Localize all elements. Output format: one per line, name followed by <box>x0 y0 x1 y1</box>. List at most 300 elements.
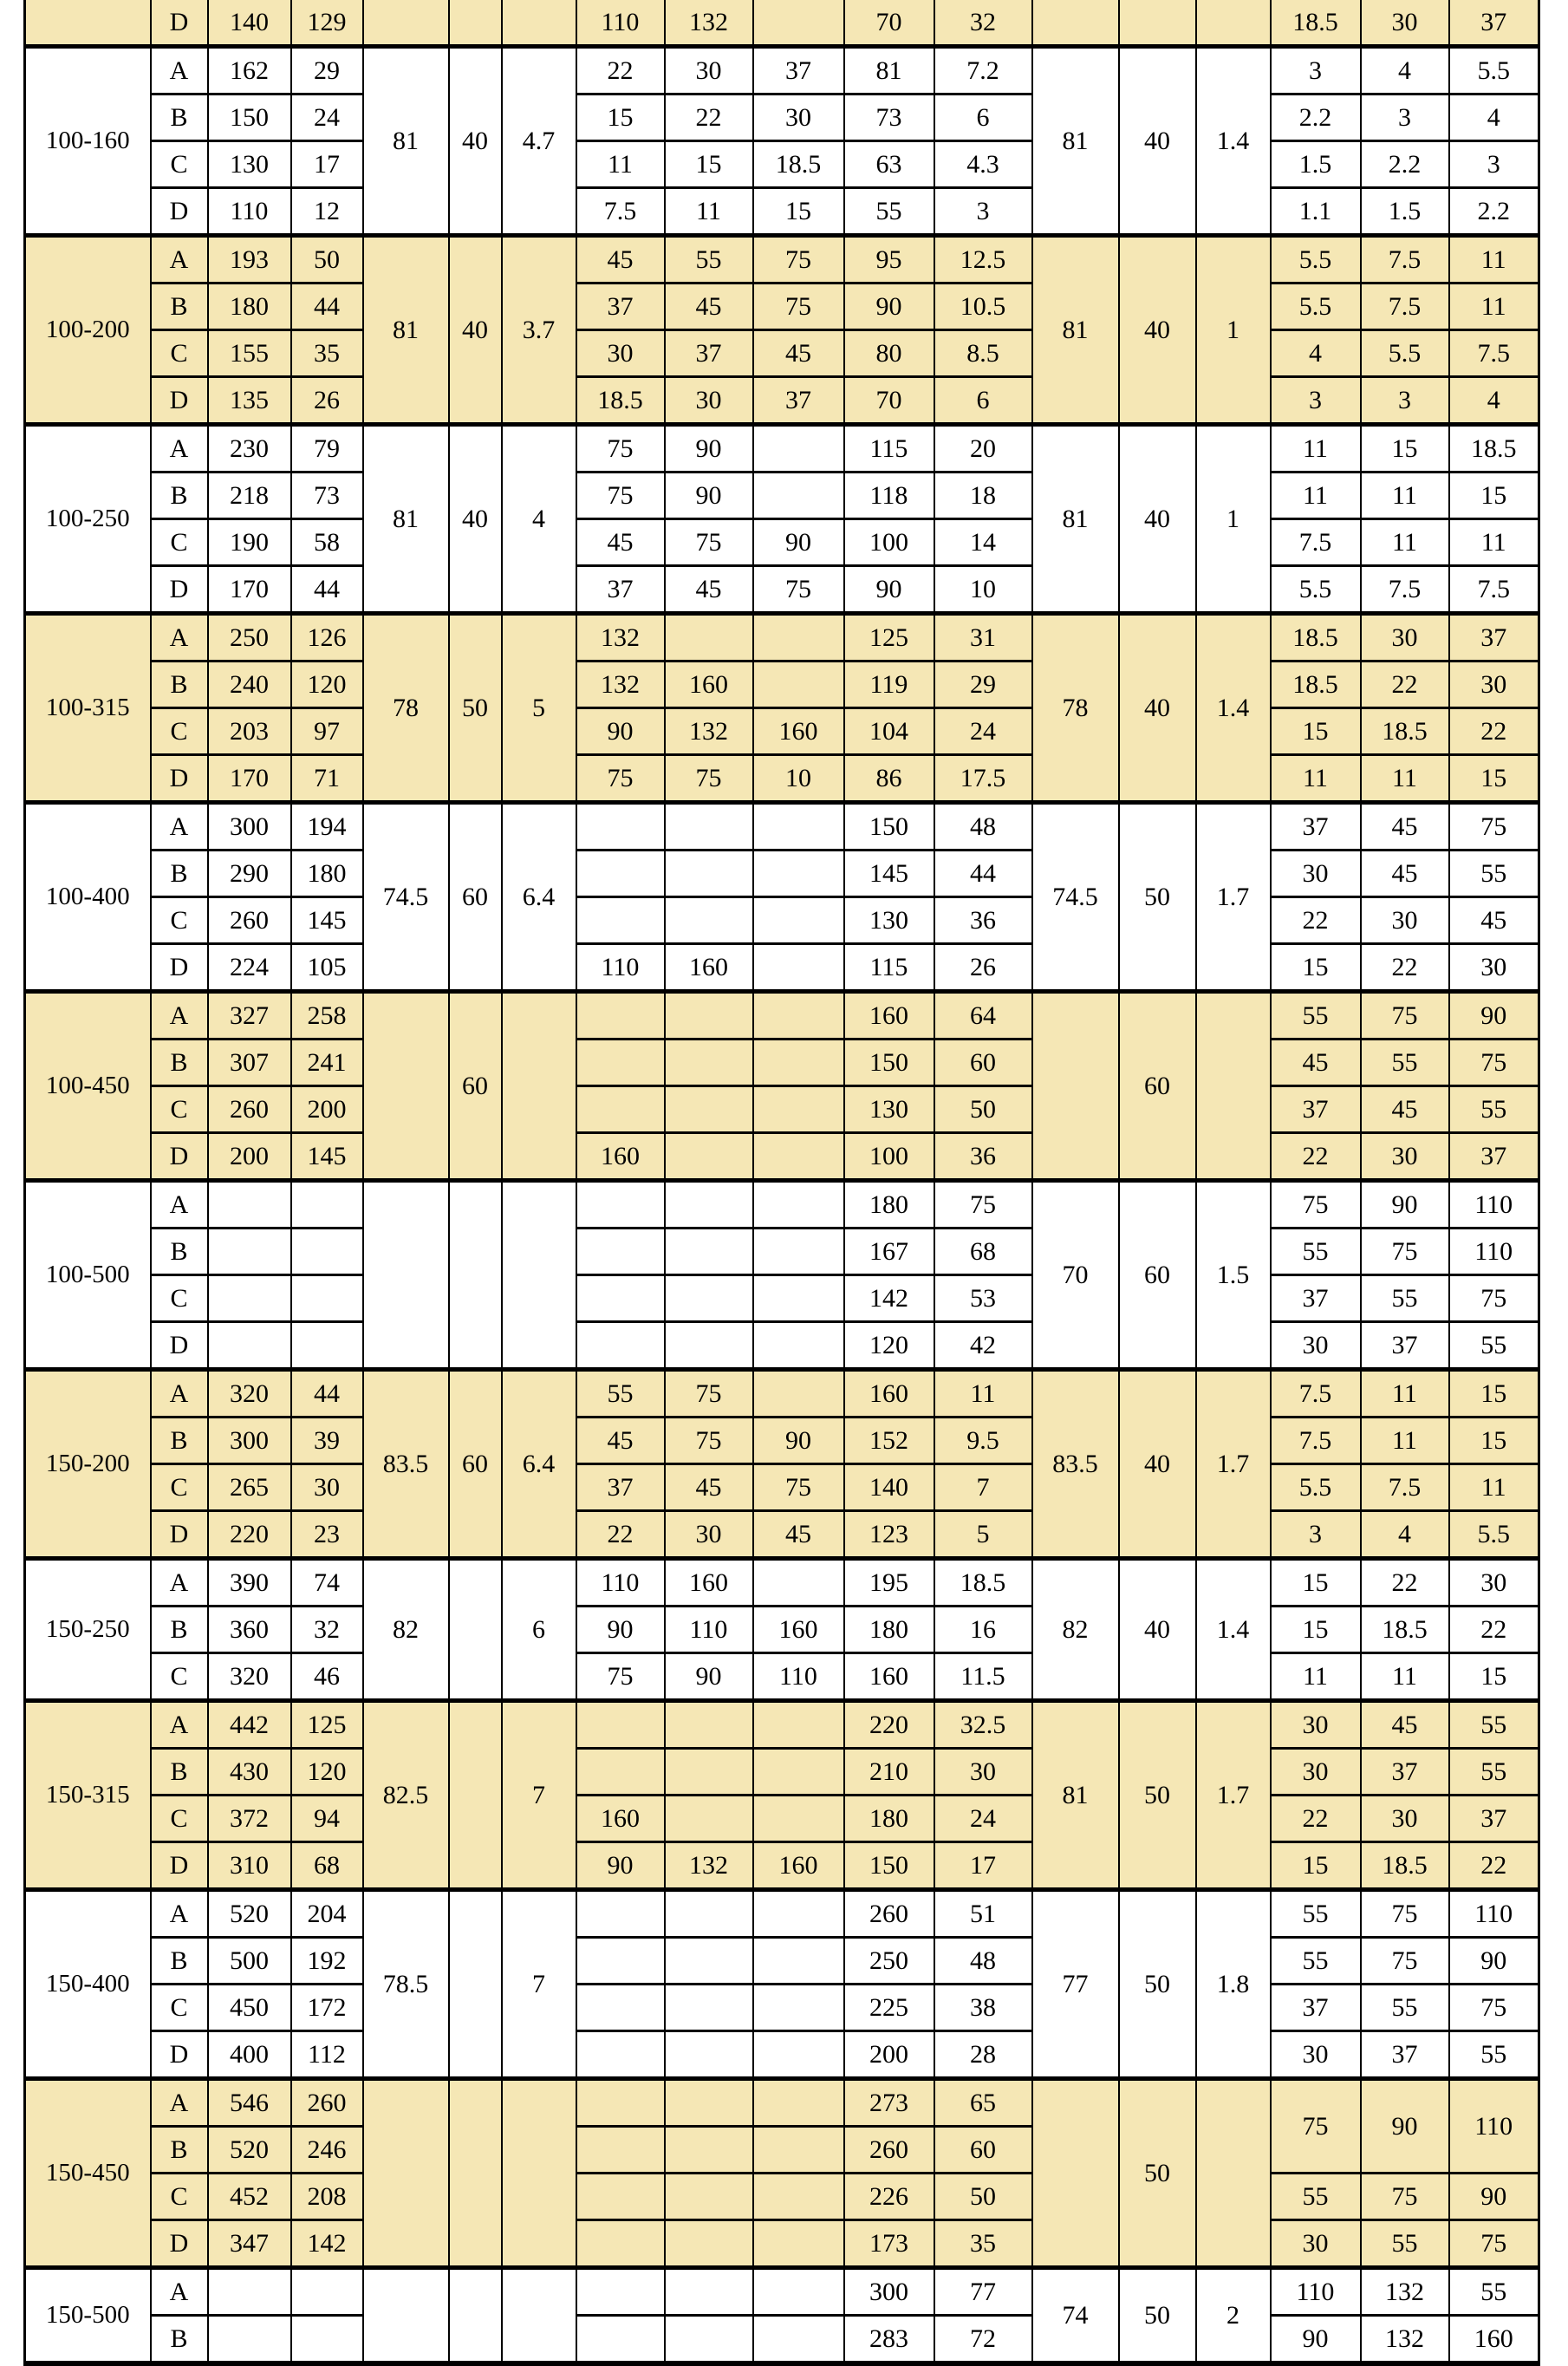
table-row <box>25 141 1539 188</box>
value-cell: 55 <box>1449 1701 1539 1749</box>
table-row <box>25 236 1539 284</box>
value-cell: 90 <box>1449 992 1539 1040</box>
variant-letter-cell: D <box>151 755 208 803</box>
value-cell: 22 <box>665 95 753 141</box>
value-cell: 110 <box>1271 2268 1361 2316</box>
value-cell <box>208 2268 291 2316</box>
value-cell: 200 <box>291 1086 363 1133</box>
value-cell: 119 <box>844 662 934 708</box>
value-cell <box>753 1229 844 1275</box>
value-cell: 36 <box>934 897 1032 944</box>
value-cell: 11 <box>934 1370 1032 1418</box>
value-cell: 73 <box>844 95 934 141</box>
merged-value-cell: 1 <box>1196 236 1271 425</box>
value-cell: 26 <box>934 944 1032 992</box>
model-cell: 100-500 <box>25 1181 151 1370</box>
value-cell: 74 <box>291 1559 363 1607</box>
table-row <box>25 1701 1539 1749</box>
model-cell <box>25 0 151 47</box>
table-row <box>25 1796 1539 1842</box>
model-cell: 100-400 <box>25 803 151 992</box>
merged-value-cell: 40 <box>1119 47 1196 236</box>
value-cell: 50 <box>934 2174 1032 2220</box>
variant-letter-cell: C <box>151 1086 208 1133</box>
value-cell: 246 <box>291 2127 363 2174</box>
value-cell: 30 <box>1361 1133 1449 1181</box>
table-row <box>25 803 1539 851</box>
merged-value-cell <box>363 0 449 47</box>
value-cell: 37 <box>1271 1086 1361 1133</box>
table-row <box>25 1040 1539 1086</box>
value-cell: 68 <box>291 1842 363 1890</box>
table-row <box>25 1890 1539 1938</box>
value-cell: 310 <box>208 1842 291 1890</box>
value-cell: 22 <box>1361 944 1449 992</box>
value-cell <box>291 1229 363 1275</box>
value-cell <box>753 1559 844 1607</box>
value-cell <box>576 2316 665 2364</box>
value-cell: 42 <box>934 1322 1032 1370</box>
merged-value-cell: 5 <box>502 614 576 803</box>
value-cell: 17.5 <box>934 755 1032 803</box>
value-cell <box>753 1701 844 1749</box>
value-cell <box>576 2220 665 2268</box>
value-cell: 208 <box>291 2174 363 2220</box>
value-cell: 160 <box>1449 2316 1539 2364</box>
table-row <box>25 284 1539 330</box>
value-cell <box>753 2220 844 2268</box>
value-cell: 135 <box>208 377 291 425</box>
value-cell <box>665 1133 753 1181</box>
value-cell: 15 <box>1271 944 1361 992</box>
value-cell <box>665 1275 753 1322</box>
value-cell: 17 <box>934 1842 1032 1890</box>
value-cell: 51 <box>934 1890 1032 1938</box>
value-cell <box>208 2316 291 2364</box>
value-cell: 273 <box>844 2079 934 2127</box>
value-cell: 30 <box>1361 0 1449 47</box>
value-cell: 5.5 <box>1271 284 1361 330</box>
value-cell: 7.5 <box>1449 330 1539 377</box>
variant-letter-cell: A <box>151 1370 208 1418</box>
value-cell <box>665 2127 753 2174</box>
value-cell: 1.5 <box>1361 188 1449 236</box>
value-cell: 90 <box>665 425 753 473</box>
value-cell: 110 <box>576 944 665 992</box>
value-cell: 142 <box>844 1275 934 1322</box>
value-cell: 126 <box>291 614 363 662</box>
value-cell <box>665 614 753 662</box>
model-cell: 100-315 <box>25 614 151 803</box>
value-cell: 2.2 <box>1271 95 1361 141</box>
value-cell: 55 <box>665 236 753 284</box>
merged-value-cell: 60 <box>449 992 502 1181</box>
value-cell: 32.5 <box>934 1701 1032 1749</box>
merged-value-cell: 1 <box>1196 425 1271 614</box>
value-cell: 160 <box>753 708 844 755</box>
value-cell: 400 <box>208 2031 291 2079</box>
value-cell: 37 <box>1361 2031 1449 2079</box>
value-cell: 12 <box>291 188 363 236</box>
value-cell: 37 <box>1361 1749 1449 1796</box>
merged-value-cell: 7 <box>502 1890 576 2079</box>
value-cell: 7.5 <box>1271 519 1361 566</box>
value-cell: 3 <box>1449 141 1539 188</box>
value-cell: 150 <box>844 1040 934 1086</box>
table-row <box>25 1370 1539 1418</box>
value-cell: 7.5 <box>1361 566 1449 614</box>
value-cell: 120 <box>291 1749 363 1796</box>
variant-letter-cell: B <box>151 2316 208 2364</box>
table-row <box>25 566 1539 614</box>
value-cell: 37 <box>576 1464 665 1511</box>
value-cell: 225 <box>844 1985 934 2031</box>
value-cell <box>753 944 844 992</box>
value-cell: 7.5 <box>1271 1418 1361 1464</box>
value-cell: 112 <box>291 2031 363 2079</box>
value-cell: 58 <box>291 519 363 566</box>
merged-value-cell: 1.4 <box>1196 47 1271 236</box>
merged-value-cell: 81 <box>1032 1701 1119 1890</box>
value-cell: 110 <box>576 1559 665 1607</box>
value-cell: 60 <box>934 1040 1032 1086</box>
value-cell: 75 <box>1449 2220 1539 2268</box>
value-cell: 520 <box>208 1890 291 1938</box>
merged-value-cell: 1.4 <box>1196 614 1271 803</box>
value-cell: 170 <box>208 566 291 614</box>
value-cell: 75 <box>576 1653 665 1701</box>
value-cell: 26 <box>291 377 363 425</box>
variant-letter-cell: A <box>151 614 208 662</box>
value-cell <box>753 1796 844 1842</box>
variant-letter-cell: D <box>151 944 208 992</box>
value-cell <box>753 614 844 662</box>
merged-value-cell: 1.5 <box>1196 1181 1271 1370</box>
value-cell: 30 <box>1361 1796 1449 1842</box>
table-row <box>25 944 1539 992</box>
merged-value-cell: 50 <box>1119 1890 1196 2079</box>
value-cell: 15 <box>1449 1370 1539 1418</box>
table-row <box>25 1418 1539 1464</box>
value-cell: 140 <box>208 0 291 47</box>
table-row <box>25 2220 1539 2268</box>
value-cell <box>665 1040 753 1086</box>
value-cell: 30 <box>1271 1749 1361 1796</box>
value-cell <box>208 1322 291 1370</box>
value-cell: 327 <box>208 992 291 1040</box>
value-cell: 18.5 <box>1361 1607 1449 1653</box>
merged-value-cell: 81 <box>1032 236 1119 425</box>
value-cell <box>753 851 844 897</box>
value-cell: 44 <box>291 1370 363 1418</box>
value-cell: 64 <box>934 992 1032 1040</box>
value-cell: 1.5 <box>1271 141 1361 188</box>
table-row <box>25 1653 1539 1701</box>
variant-letter-cell: D <box>151 566 208 614</box>
value-cell <box>576 2268 665 2316</box>
value-cell: 55 <box>1361 2220 1449 2268</box>
value-cell: 45 <box>1271 1040 1361 1086</box>
value-cell: 15 <box>1271 1842 1361 1890</box>
model-cell: 150-500 <box>25 2268 151 2364</box>
value-cell: 75 <box>1449 1275 1539 1322</box>
value-cell <box>665 851 753 897</box>
value-cell: 37 <box>1449 0 1539 47</box>
value-cell: 45 <box>1449 897 1539 944</box>
merged-value-cell: 50 <box>1119 2268 1196 2364</box>
value-cell: 15 <box>576 95 665 141</box>
value-cell <box>753 2268 844 2316</box>
value-cell: 8.5 <box>934 330 1032 377</box>
value-cell: 132 <box>576 614 665 662</box>
value-cell <box>665 1796 753 1842</box>
variant-letter-cell: D <box>151 377 208 425</box>
value-cell: 55 <box>1449 2031 1539 2079</box>
variant-letter-cell: C <box>151 1796 208 1842</box>
value-cell <box>753 2174 844 2220</box>
value-cell <box>753 473 844 519</box>
value-cell: 55 <box>1449 1086 1539 1133</box>
value-cell: 500 <box>208 1938 291 1985</box>
value-cell: 30 <box>1361 897 1449 944</box>
value-cell: 173 <box>844 2220 934 2268</box>
merged-value-cell: 74.5 <box>363 803 449 992</box>
model-cell: 150-315 <box>25 1701 151 1890</box>
value-cell: 55 <box>1271 2174 1361 2220</box>
table-row <box>25 2174 1539 2220</box>
value-cell <box>753 992 844 1040</box>
merged-value-cell <box>502 1181 576 1370</box>
value-cell: 5.5 <box>1449 47 1539 95</box>
table-row <box>25 188 1539 236</box>
merged-value-cell: 4 <box>502 425 576 614</box>
table-row <box>25 851 1539 897</box>
value-cell: 30 <box>576 330 665 377</box>
value-cell: 140 <box>844 1464 934 1511</box>
value-cell: 452 <box>208 2174 291 2220</box>
value-cell: 90 <box>1449 2174 1539 2220</box>
value-cell: 29 <box>291 47 363 95</box>
value-cell: 258 <box>291 992 363 1040</box>
value-cell: 22 <box>1449 708 1539 755</box>
value-cell: 37 <box>1449 1796 1539 1842</box>
value-cell: 75 <box>753 566 844 614</box>
value-cell: 68 <box>934 1229 1032 1275</box>
merged-value-cell: 6 <box>502 1559 576 1701</box>
value-cell: 3 <box>1271 1511 1361 1559</box>
value-cell: 75 <box>665 1370 753 1418</box>
value-cell: 90 <box>753 1418 844 1464</box>
value-cell: 45 <box>1361 803 1449 851</box>
value-cell <box>576 1086 665 1133</box>
variant-letter-cell: C <box>151 330 208 377</box>
value-cell: 30 <box>1271 1322 1361 1370</box>
variant-letter-cell: A <box>151 236 208 284</box>
value-cell: 220 <box>844 1701 934 1749</box>
value-cell: 45 <box>1361 1086 1449 1133</box>
value-cell: 24 <box>934 1796 1032 1842</box>
value-cell <box>291 2268 363 2316</box>
value-cell: 123 <box>844 1511 934 1559</box>
model-cell: 100-450 <box>25 992 151 1181</box>
merged-value-cell: 60 <box>1119 992 1196 1181</box>
value-cell: 22 <box>1271 1796 1361 1842</box>
value-cell: 100 <box>844 1133 934 1181</box>
value-cell: 160 <box>844 1370 934 1418</box>
merged-value-cell: 1.7 <box>1196 1701 1271 1890</box>
value-cell: 97 <box>291 708 363 755</box>
value-cell: 75 <box>1271 2079 1361 2174</box>
value-cell: 11 <box>1361 1653 1449 1701</box>
value-cell: 6 <box>934 95 1032 141</box>
value-cell: 7.5 <box>1449 566 1539 614</box>
value-cell: 130 <box>844 1086 934 1133</box>
value-cell: 70 <box>844 377 934 425</box>
value-cell <box>753 1985 844 2031</box>
merged-value-cell: 60 <box>1119 1181 1196 1370</box>
value-cell: 15 <box>1449 1653 1539 1701</box>
value-cell: 3 <box>1271 47 1361 95</box>
value-cell <box>753 2316 844 2364</box>
value-cell: 15 <box>1271 1559 1361 1607</box>
value-cell: 160 <box>576 1796 665 1842</box>
value-cell <box>576 1040 665 1086</box>
value-cell: 22 <box>1361 662 1449 708</box>
value-cell: 50 <box>291 236 363 284</box>
value-cell <box>665 1938 753 1985</box>
value-cell: 18.5 <box>1361 1842 1449 1890</box>
value-cell: 442 <box>208 1701 291 1749</box>
merged-value-cell <box>1032 992 1119 1181</box>
value-cell: 260 <box>291 2079 363 2127</box>
table-row <box>25 1086 1539 1133</box>
value-cell <box>665 2220 753 2268</box>
value-cell: 44 <box>934 851 1032 897</box>
value-cell: 3 <box>1271 377 1361 425</box>
merged-value-cell: 50 <box>449 614 502 803</box>
value-cell: 44 <box>291 284 363 330</box>
value-cell: 160 <box>844 992 934 1040</box>
value-cell: 30 <box>291 1464 363 1511</box>
value-cell: 81 <box>844 47 934 95</box>
value-cell: 160 <box>753 1607 844 1653</box>
value-cell <box>291 2316 363 2364</box>
variant-letter-cell: B <box>151 473 208 519</box>
value-cell: 22 <box>1271 897 1361 944</box>
value-cell: 22 <box>1361 1559 1449 1607</box>
value-cell: 18.5 <box>1271 662 1361 708</box>
value-cell: 193 <box>208 236 291 284</box>
value-cell: 11 <box>1449 284 1539 330</box>
value-cell: 37 <box>1449 614 1539 662</box>
value-cell <box>665 2174 753 2220</box>
merged-value-cell: 70 <box>1032 1181 1119 1370</box>
value-cell: 18 <box>934 473 1032 519</box>
value-cell: 18.5 <box>1449 425 1539 473</box>
pump-specification-table <box>23 0 1540 2366</box>
variant-letter-cell: A <box>151 803 208 851</box>
value-cell: 15 <box>665 141 753 188</box>
value-cell <box>753 1040 844 1086</box>
variant-letter-cell: A <box>151 1181 208 1229</box>
merged-value-cell <box>502 2268 576 2364</box>
value-cell: 3 <box>1361 95 1449 141</box>
value-cell: 11 <box>665 188 753 236</box>
value-cell: 30 <box>1271 2031 1361 2079</box>
value-cell: 11 <box>1361 473 1449 519</box>
value-cell <box>665 1229 753 1275</box>
model-cell: 150-400 <box>25 1890 151 2079</box>
merged-value-cell: 60 <box>449 1370 502 1559</box>
value-cell: 71 <box>291 755 363 803</box>
value-cell: 250 <box>844 1938 934 1985</box>
variant-letter-cell: C <box>151 519 208 566</box>
merged-value-cell: 6.4 <box>502 1370 576 1559</box>
value-cell: 75 <box>753 284 844 330</box>
merged-value-cell: 78.5 <box>363 1890 449 2079</box>
value-cell <box>576 1890 665 1938</box>
value-cell: 204 <box>291 1890 363 1938</box>
model-cell: 150-200 <box>25 1370 151 1559</box>
variant-letter-cell: A <box>151 1890 208 1938</box>
value-cell: 35 <box>934 2220 1032 2268</box>
value-cell <box>576 1229 665 1275</box>
value-cell <box>753 1938 844 1985</box>
value-cell: 5 <box>934 1511 1032 1559</box>
variant-letter-cell: B <box>151 851 208 897</box>
value-cell: 75 <box>1361 992 1449 1040</box>
value-cell: 90 <box>1361 2079 1449 2174</box>
value-cell: 115 <box>844 944 934 992</box>
merged-value-cell: 81 <box>363 236 449 425</box>
table-row <box>25 2268 1539 2316</box>
variant-letter-cell: B <box>151 2127 208 2174</box>
value-cell: 37 <box>1271 1985 1361 2031</box>
variant-letter-cell: A <box>151 47 208 95</box>
value-cell: 125 <box>844 614 934 662</box>
value-cell <box>576 803 665 851</box>
value-cell: 30 <box>1449 944 1539 992</box>
value-cell: 45 <box>1361 1701 1449 1749</box>
value-cell: 5.5 <box>1271 236 1361 284</box>
value-cell: 55 <box>1271 992 1361 1040</box>
value-cell <box>665 2316 753 2364</box>
value-cell: 220 <box>208 1511 291 1559</box>
value-cell: 22 <box>576 1511 665 1559</box>
value-cell: 45 <box>1361 851 1449 897</box>
value-cell: 90 <box>1271 2316 1361 2364</box>
merged-value-cell <box>1032 2079 1119 2268</box>
value-cell: 7.5 <box>1361 284 1449 330</box>
value-cell: 75 <box>1449 1985 1539 2031</box>
value-cell <box>665 1086 753 1133</box>
value-cell <box>576 2127 665 2174</box>
value-cell: 63 <box>844 141 934 188</box>
value-cell: 44 <box>291 566 363 614</box>
value-cell: 145 <box>291 897 363 944</box>
value-cell: 120 <box>844 1322 934 1370</box>
value-cell <box>291 1322 363 1370</box>
value-cell: 320 <box>208 1653 291 1701</box>
value-cell: 32 <box>934 0 1032 47</box>
value-cell <box>208 1229 291 1275</box>
value-cell: 2.2 <box>1361 141 1449 188</box>
value-cell: 10 <box>934 566 1032 614</box>
table-row <box>25 1229 1539 1275</box>
value-cell: 37 <box>753 47 844 95</box>
table-row <box>25 1985 1539 2031</box>
variant-letter-cell: A <box>151 2079 208 2127</box>
